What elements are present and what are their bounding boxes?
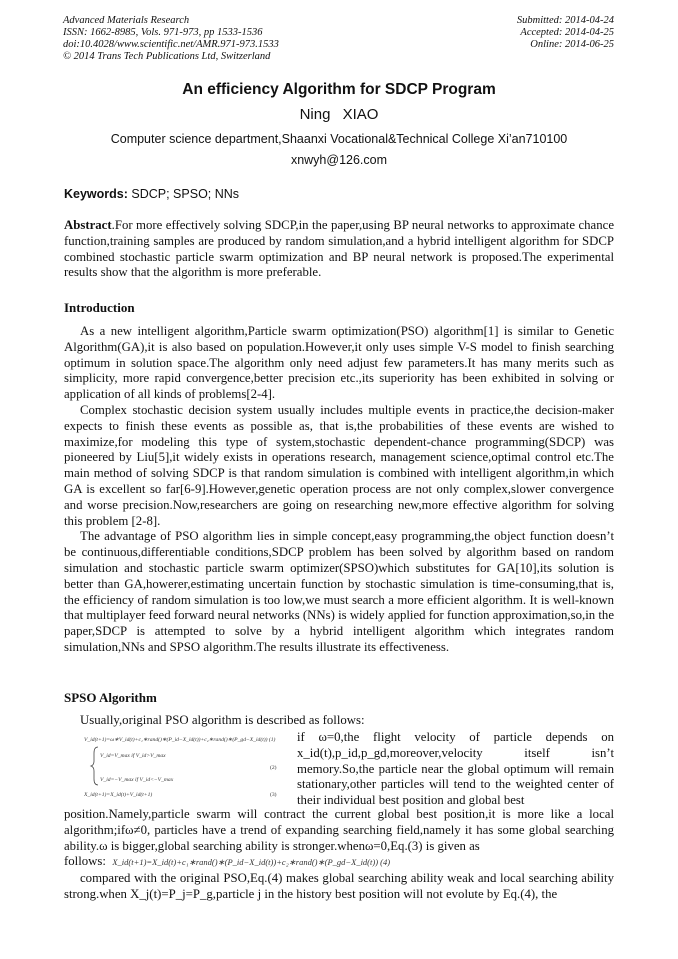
abstract-label: Abstract xyxy=(64,218,112,232)
equations-1-3-image xyxy=(84,733,290,801)
equation-4: X_id(t+1)=X_id(t)+c₁∗rand()∗(P_id−X_id(t))+c₂∗rand()∗(P_gd−X_id(t)) (4) xyxy=(112,857,391,868)
introduction-heading: Introduction xyxy=(64,300,135,315)
journal-name: Advanced Materials Research xyxy=(63,15,190,26)
equation-3: X_id(t+1)=X_id(t)+V_id(t+1) xyxy=(84,792,153,798)
spso-heading: SPSO Algorithm xyxy=(64,690,157,705)
brace-shape xyxy=(91,747,98,785)
accepted-date: Accepted: 2014-04-25 xyxy=(520,27,614,38)
equation-2b: V_id=−V_max if V_id<−V_max xyxy=(100,777,174,783)
spso-continuation xyxy=(64,807,614,903)
keywords-text: SDCP; SPSO; NNs xyxy=(127,187,240,201)
abstract xyxy=(64,218,614,281)
author-affiliation: Computer science department,Shaanxi Vocational&Technical College Xi’an710100 xyxy=(110,132,568,146)
submitted-date: Submitted: 2014-04-24 xyxy=(516,15,614,26)
equation-2-number: (2) xyxy=(270,765,277,771)
online-date: Online: 2014-06-25 xyxy=(530,39,614,50)
spso-cont-text: position.Namely,particle swarm will contract the current global best position,it is more like a local algorithm;ifω≠0, particles have a trend of expanding searching field,namely it has some global searching ability.ω is bigger,global searching ability is stronger.whenω=0,Eq.(3) is given as xyxy=(64,807,614,853)
equation-3-number: (3) xyxy=(270,792,277,798)
author-email: xnwyh@126.com xyxy=(290,153,388,167)
intro-paragraph-3: The advantage of PSO algorithm lies in simple concept,easy programming,the object function doesn’t be continuous,differentiable conditions,SDCP problem has been solved by algorithm based on random simulation and stochastic particle swarm optimizer(SPSO)which substitutes for GA[10],its solution is better than GA,howerer,estimating uncertain function by stochastic simulation is time-consuming,that is, the efficiency of random simulation is too low,we must search a more efficient algorithm. It is well-known that multiplayer feed forward neural networks (NNs) is widely applied for function approximation,so,in the paper,SDCP is attempted to solve by a hybrid intelligent algorithm which integrates random simulation,NNs and SPSO algorithm.The results illustrate its effectiveness. xyxy=(64,529,614,654)
spso-intro xyxy=(64,713,614,729)
equation-2a: V_id=V_max if V_id>V_max xyxy=(100,753,166,759)
keywords-label: Keywords: xyxy=(64,187,128,201)
spso-wrap-text: if ω=0,the flight velocity of particle depends on x_id(t),p_id,p_gd,moreover,velocity itself isn’t memory.So,the particle near the global optimum will remain stationary,other particles will tend to the weighted center of their individual best position and global best xyxy=(297,730,614,808)
keywords xyxy=(64,187,239,201)
journal-doi: doi:10.4028/www.scientific.net/AMR.971-973.1533 xyxy=(63,39,279,50)
follows-label: follows: xyxy=(64,854,106,869)
abstract-text: .For more effectively solving SDCP,in the paper,using BP neural networks to approximate chance function,training samples are produced by random simulation,and a hybrid intelligent algorithm for SDCP combined stochastic particle swarm optimization and BP neural network is proposed.The experimental results show that the algorithm is more preferable. xyxy=(64,218,614,280)
journal-info xyxy=(63,15,279,63)
intro-paragraph-2: Complex stochastic decision system usually includes multiple events in practice,the decision-maker expects to finish these events as possible as, that is,the probabilities of these events are wished to maximize,for modeling this type of system,stochastic dependent-chance programming(SDCP) was pioneered by Liu[5],it widely exists in operations research, management science,optimal control etc.The main method of solving SDCP is that random simulation is combined with intelligent algorithm,in which GA is excellent so far[6-9].However,genetic operation process are not only complex,slower convergence and worse precision.Now,researchers are going on researching new,more effective algorithm for solving this problem [2-8]. xyxy=(64,402,614,528)
paper-title: An efficiency Algorithm for SDCP Program xyxy=(182,81,496,98)
journal-issn: ISSN: 1662-8985, Vols. 971-973, pp 1533-1536 xyxy=(63,27,263,38)
author-name: Ning XIAO xyxy=(299,106,379,123)
intro-paragraph-1: As a new intelligent algorithm,Particle swarm optimization(PSO) algorithm[1] is similar to Genetic Algorithm(GA),it is also based on population.However,it only uses simple V-S model to finish searching optimum in solution space.The algorithm only need adjust few parameters.It has many merits such as simplicity, more rapid convergence,better precision etc.,its superiority has been exhibited in solving or application of all kinds of problems[2-4]. xyxy=(64,324,614,402)
follows-line xyxy=(64,854,614,871)
introduction-body xyxy=(64,324,614,656)
spso-intro-text: Usually,original PSO algorithm is described as follows: xyxy=(80,713,365,727)
journal-copyright: © 2014 Trans Tech Publications Ltd, Switzerland xyxy=(63,51,271,62)
spso-after-text: compared with the original PSO,Eq.(4) makes global searching ability weak and local searching ability strong.when X_j(t)=P_j=P_g,particle j in the history best position will not evolute by Eq.(4), the xyxy=(64,871,614,901)
submission-dates xyxy=(517,15,614,51)
equation-1: V_id(t+1)=ω∗V_id(t)+c₁∗rand()∗(P_id−X_id(t))+c₂∗rand()∗(P_gd−X_id(t)) (1) xyxy=(84,737,276,743)
